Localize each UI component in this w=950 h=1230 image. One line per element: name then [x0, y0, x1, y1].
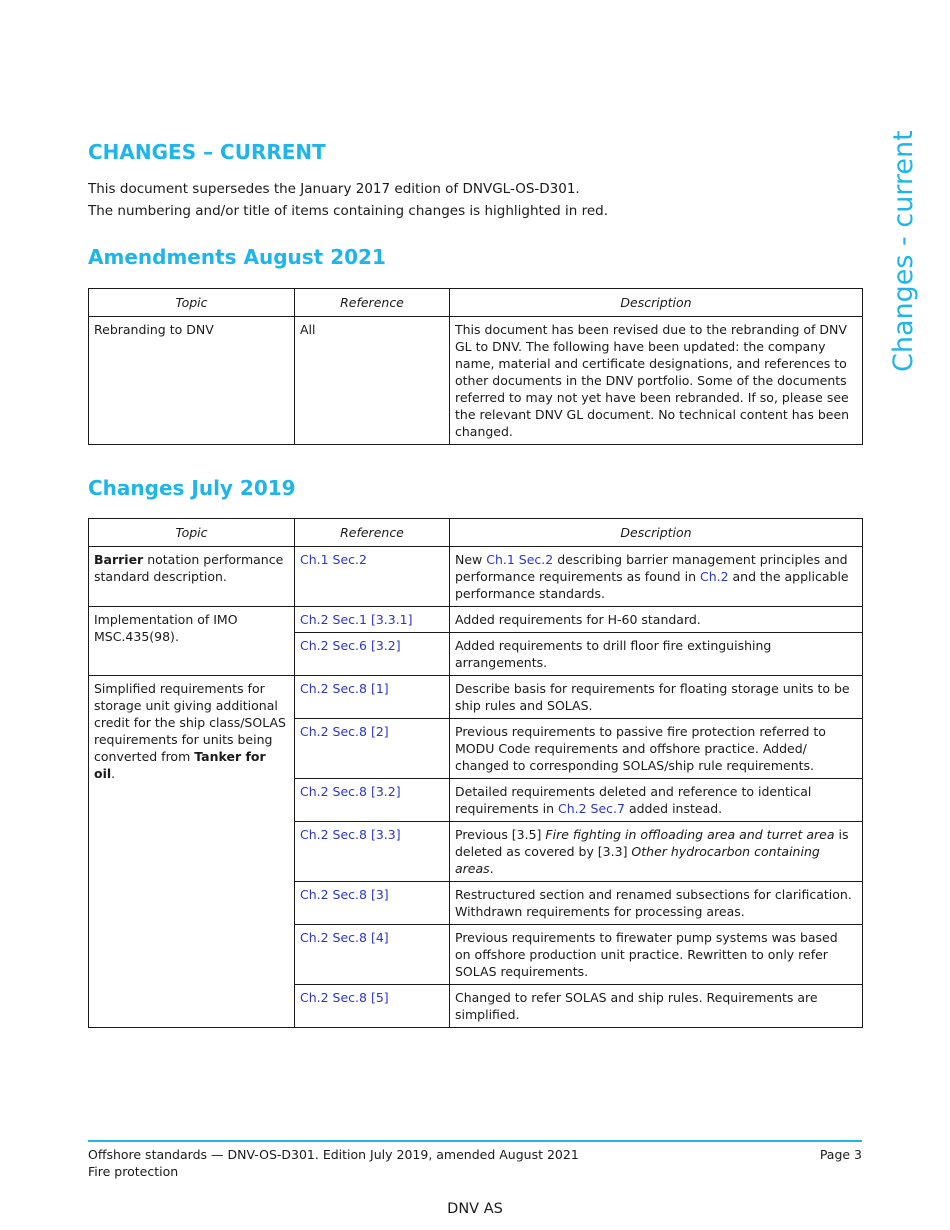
header-reference: Reference: [295, 289, 450, 317]
text-run: notation performance standard description.: [94, 552, 284, 584]
reference-cell: [295, 925, 450, 985]
reference-cell: [295, 676, 450, 719]
text-run: Previous requirements to passive fire protection referred to MODU Code requirements and offshore practice. Added/ changed to corresponding SOLAS/ship rule requirements.: [455, 724, 826, 773]
text-run: Detailed requirements deleted and reference to identical requirements in: [455, 784, 812, 816]
footer-page-number: Page 3: [819, 1147, 862, 1162]
description-cell: [450, 925, 863, 985]
description-cell: [450, 676, 863, 719]
reference-cell: [295, 882, 450, 925]
description-cell: [450, 779, 863, 822]
topic-cell: [89, 547, 295, 607]
cross-reference-link[interactable]: Ch.2: [699, 569, 729, 584]
side-tab-label: Changes - current: [888, 130, 919, 372]
topic-cell: [89, 676, 295, 1028]
footer-company: DNV AS: [447, 1201, 503, 1217]
bold-text: Barrier: [94, 552, 144, 567]
table-header-row: [89, 519, 863, 547]
section-heading-amendments: Amendments August 2021: [88, 245, 386, 269]
header-topic: Topic: [89, 289, 295, 317]
footer-subject: Fire protection: [88, 1164, 179, 1179]
text-run: Restructured section and renamed subsections for clarification. Withdrawn requirements for processing areas.: [455, 887, 852, 919]
reference-cell: [295, 547, 450, 607]
table-row: [89, 317, 863, 445]
header-description: Description: [450, 519, 863, 547]
description-cell: [450, 985, 863, 1028]
intro-line: This document supersedes the January 2017 edition of DNVGL-OS-D301.: [88, 181, 580, 197]
header-topic: Topic: [89, 519, 295, 547]
text-run: Added requirements for H-60 standard.: [455, 612, 701, 627]
header-description: Description: [450, 289, 863, 317]
text-run: describing barrier management principles and performance requirements as found in: [455, 552, 848, 584]
description-cell: [450, 882, 863, 925]
reference-link[interactable]: Ch.2 Sec.8 [1]: [300, 681, 389, 696]
table-row: [89, 547, 863, 607]
section-heading-changes: Changes July 2019: [88, 476, 296, 500]
reference-cell: [295, 822, 450, 882]
reference-link[interactable]: Ch.2 Sec.8 [4]: [300, 930, 389, 945]
text-run: Changed to refer SOLAS and ship rules. Requirements are simplified.: [455, 990, 818, 1022]
text-run: Previous requirements to firewater pump systems was based on offshore production unit practice. Rewritten to only refer SOLAS requirements.: [455, 930, 838, 979]
italic-text: Other hydrocarbon containing areas: [455, 844, 820, 876]
intro-line: The numbering and/or title of items containing changes is highlighted in red.: [88, 202, 609, 219]
text-run: Previous [3.5]: [455, 827, 546, 842]
changes-table: [88, 518, 863, 1028]
footer-divider: [88, 1140, 862, 1142]
text-run: and the applicable performance standards.: [455, 569, 849, 601]
table-row: [89, 676, 863, 719]
text-run: Implementation of IMO MSC.435(98).: [94, 612, 238, 644]
description-cell: [450, 633, 863, 676]
text-run: is deleted as covered by [3.3]: [455, 827, 849, 859]
reference-link[interactable]: Ch.2 Sec.8 [5]: [300, 990, 389, 1005]
text-run: .: [111, 766, 116, 781]
text-run: .: [489, 861, 494, 876]
intro-text: [88, 179, 608, 222]
reference-link[interactable]: Ch.2 Sec.1 [3.3.1]: [300, 612, 413, 627]
bold-text: Tanker for oil: [94, 749, 266, 781]
reference-link[interactable]: Ch.2 Sec.8 [2]: [300, 724, 389, 739]
table-row: [89, 607, 863, 633]
amendments-table: [88, 288, 863, 445]
text-run: Added requirements to drill floor fire extinguishing arrangements.: [455, 638, 772, 670]
reference-link[interactable]: Ch.2 Sec.6 [3.2]: [300, 638, 401, 653]
reference-cell: [295, 719, 450, 779]
reference-cell: [295, 633, 450, 676]
description-cell: [450, 822, 863, 882]
cross-reference-link[interactable]: Ch.1 Sec.2: [486, 552, 554, 567]
reference-link[interactable]: Ch.2 Sec.8 [3.3]: [300, 827, 401, 842]
reference-link[interactable]: Ch.2 Sec.8 [3.2]: [300, 784, 401, 799]
reference-link[interactable]: Ch.2 Sec.8 [3]: [300, 887, 389, 902]
reference-cell: [295, 779, 450, 822]
description-cell: [450, 719, 863, 779]
topic-cell: Rebranding to DNV: [89, 317, 295, 445]
text-run: New: [455, 552, 487, 567]
topic-cell: [89, 607, 295, 676]
description-cell: This document has been revised due to the rebranding of DNV GL to DNV. The following have been updated: the company name, material and certificate designations, and references to other documents in the DNV portfolio. Some of the documents referred to may not yet have been rebranded. If so, please see the relevant DNV GL document. No technical content has been changed.: [450, 317, 863, 445]
table-header-row: [89, 289, 863, 317]
italic-text: Fire fighting in offloading area and turret area: [545, 827, 835, 842]
reference-cell: All: [295, 317, 450, 445]
cross-reference-link[interactable]: Ch.2 Sec.7: [558, 801, 625, 816]
reference-cell: [295, 607, 450, 633]
footer-document-title: Offshore standards — DNV-OS-D301. Edition July 2019, amended August 2021: [88, 1147, 579, 1162]
header-reference: Reference: [295, 519, 450, 547]
text-run: added instead.: [624, 801, 723, 816]
description-cell: [450, 547, 863, 607]
description-cell: [450, 607, 863, 633]
reference-cell: [295, 985, 450, 1028]
reference-link[interactable]: Ch.1 Sec.2: [300, 552, 367, 567]
text-run: Simplified requirements for storage unit giving additional credit for the ship class/SOLAS requirements for units being converted from: [94, 681, 286, 764]
text-run: Describe basis for requirements for floating storage units to be ship rules and SOLAS.: [455, 681, 850, 713]
page-title: CHANGES – CURRENT: [88, 140, 326, 164]
